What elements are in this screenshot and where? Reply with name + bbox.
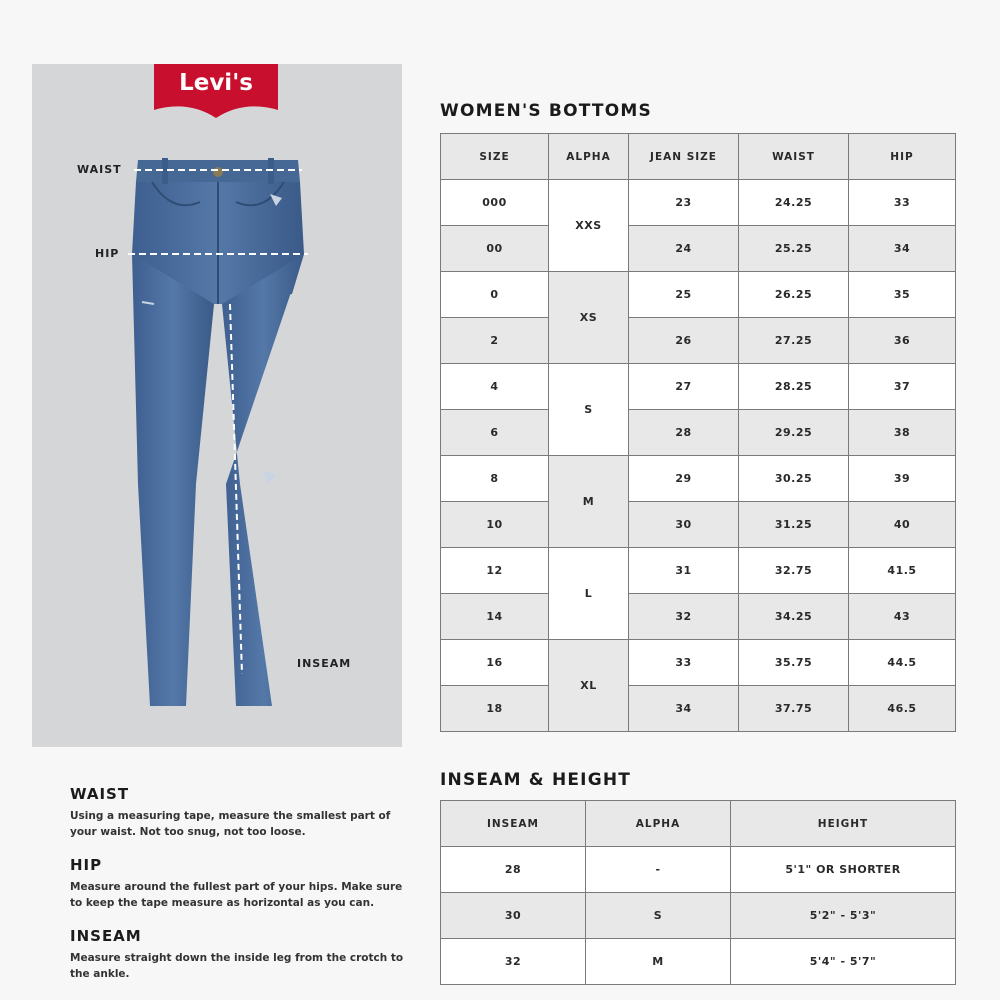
alpha-cell: M <box>586 939 731 985</box>
jean-size-cell: 31 <box>629 548 739 594</box>
hip-cell: 34 <box>849 226 956 272</box>
table-header-row <box>441 801 956 847</box>
waist-cell: 37.75 <box>739 686 849 732</box>
hip-cell: 41.5 <box>849 548 956 594</box>
alpha-cell: XS <box>549 272 629 364</box>
waist-cell: 30.25 <box>739 456 849 502</box>
size-cell: 000 <box>441 180 549 226</box>
jean-size-cell: 27 <box>629 364 739 410</box>
header-alpha: ALPHA <box>586 801 731 847</box>
table-header-row <box>441 134 956 180</box>
jean-size-cell: 24 <box>629 226 739 272</box>
table-row <box>441 502 956 548</box>
table-row <box>441 180 956 226</box>
jean-size-cell: 32 <box>629 594 739 640</box>
jean-size-cell: 25 <box>629 272 739 318</box>
hip-guide-text: Measure around the fullest part of your hips. Make sure to keep the tape measure as horizontal as you can. <box>70 881 403 909</box>
alpha-cell: S <box>549 364 629 456</box>
table-row <box>441 456 956 502</box>
hip-guide <box>70 856 415 911</box>
waist-cell: 28.25 <box>739 364 849 410</box>
inseam-guide-text: Measure straight down the inside leg from the crotch to the ankle. <box>70 952 404 980</box>
hip-cell: 43 <box>849 594 956 640</box>
jean-size-cell: 23 <box>629 180 739 226</box>
table-row <box>441 318 956 364</box>
inseam-guide <box>70 927 415 982</box>
alpha-cell: XL <box>549 640 629 732</box>
table-row <box>441 640 956 686</box>
waist-cell: 27.25 <box>739 318 849 364</box>
header-alpha: ALPHA <box>549 134 629 180</box>
waist-cell: 26.25 <box>739 272 849 318</box>
header-jean-size: JEAN SIZE <box>629 134 739 180</box>
hip-guide-title: HIP <box>70 856 103 874</box>
size-cell: 18 <box>441 686 549 732</box>
hip-cell: 46.5 <box>849 686 956 732</box>
jean-size-cell: 33 <box>629 640 739 686</box>
size-cell: 6 <box>441 410 549 456</box>
inseam-cell: 30 <box>441 893 586 939</box>
inseam-guide-title: INSEAM <box>70 927 142 945</box>
inseam-height-table <box>440 800 956 985</box>
table-row <box>441 410 956 456</box>
size-cell: 4 <box>441 364 549 410</box>
jean-size-cell: 26 <box>629 318 739 364</box>
size-cell: 16 <box>441 640 549 686</box>
size-cell: 10 <box>441 502 549 548</box>
womens-bottoms-table <box>440 133 956 732</box>
inseam-label: INSEAM <box>297 657 352 670</box>
jeans-image <box>122 154 312 714</box>
registered-mark: ® <box>259 64 270 77</box>
table-row <box>441 226 956 272</box>
hip-cell: 33 <box>849 180 956 226</box>
table-row <box>441 594 956 640</box>
alpha-cell: S <box>586 893 731 939</box>
height-cell: 5'4" - 5'7" <box>731 939 956 985</box>
alpha-cell: XXS <box>549 180 629 272</box>
product-image-panel <box>32 64 402 747</box>
hip-cell: 37 <box>849 364 956 410</box>
header-size: SIZE <box>441 134 549 180</box>
size-cell: 2 <box>441 318 549 364</box>
table-row <box>441 686 956 732</box>
inseam-cell: 32 <box>441 939 586 985</box>
waist-guide <box>70 785 415 840</box>
hip-label: HIP <box>95 247 120 260</box>
size-cell: 0 <box>441 272 549 318</box>
hip-cell: 38 <box>849 410 956 456</box>
inseam-height-title: INSEAM & HEIGHT <box>440 770 632 790</box>
header-height: HEIGHT <box>731 801 956 847</box>
jean-size-cell: 30 <box>629 502 739 548</box>
jean-size-cell: 34 <box>629 686 739 732</box>
size-cell: 14 <box>441 594 549 640</box>
alpha-cell: - <box>586 847 731 893</box>
waist-cell: 31.25 <box>739 502 849 548</box>
height-cell: 5'2" - 5'3" <box>731 893 956 939</box>
table-row <box>441 548 956 594</box>
size-cell: 8 <box>441 456 549 502</box>
waist-cell: 29.25 <box>739 410 849 456</box>
header-waist: WAIST <box>739 134 849 180</box>
waist-guide-title: WAIST <box>70 785 130 803</box>
waist-cell: 34.25 <box>739 594 849 640</box>
hip-cell: 39 <box>849 456 956 502</box>
waist-cell: 25.25 <box>739 226 849 272</box>
logo-wordmark: Levi's <box>179 70 253 96</box>
alpha-cell: M <box>549 456 629 548</box>
hip-cell: 36 <box>849 318 956 364</box>
hip-cell: 40 <box>849 502 956 548</box>
waist-cell: 32.75 <box>739 548 849 594</box>
table-row <box>441 893 956 939</box>
table-row <box>441 272 956 318</box>
waist-label: WAIST <box>77 163 122 176</box>
hip-cell: 44.5 <box>849 640 956 686</box>
table-row <box>441 847 956 893</box>
alpha-cell: L <box>549 548 629 640</box>
womens-bottoms-title: WOMEN'S BOTTOMS <box>440 101 652 121</box>
height-cell: 5'1" OR SHORTER <box>731 847 956 893</box>
jean-size-cell: 28 <box>629 410 739 456</box>
waist-cell: 24.25 <box>739 180 849 226</box>
waist-guide-text: Using a measuring tape, measure the smallest part of your waist. Not too snug, not too loose. <box>70 810 391 838</box>
jean-size-cell: 29 <box>629 456 739 502</box>
header-inseam: INSEAM <box>441 801 586 847</box>
header-hip: HIP <box>849 134 956 180</box>
size-cell: 00 <box>441 226 549 272</box>
table-row <box>441 364 956 410</box>
hip-cell: 35 <box>849 272 956 318</box>
table-row <box>441 939 956 985</box>
inseam-cell: 28 <box>441 847 586 893</box>
waist-cell: 35.75 <box>739 640 849 686</box>
size-cell: 12 <box>441 548 549 594</box>
